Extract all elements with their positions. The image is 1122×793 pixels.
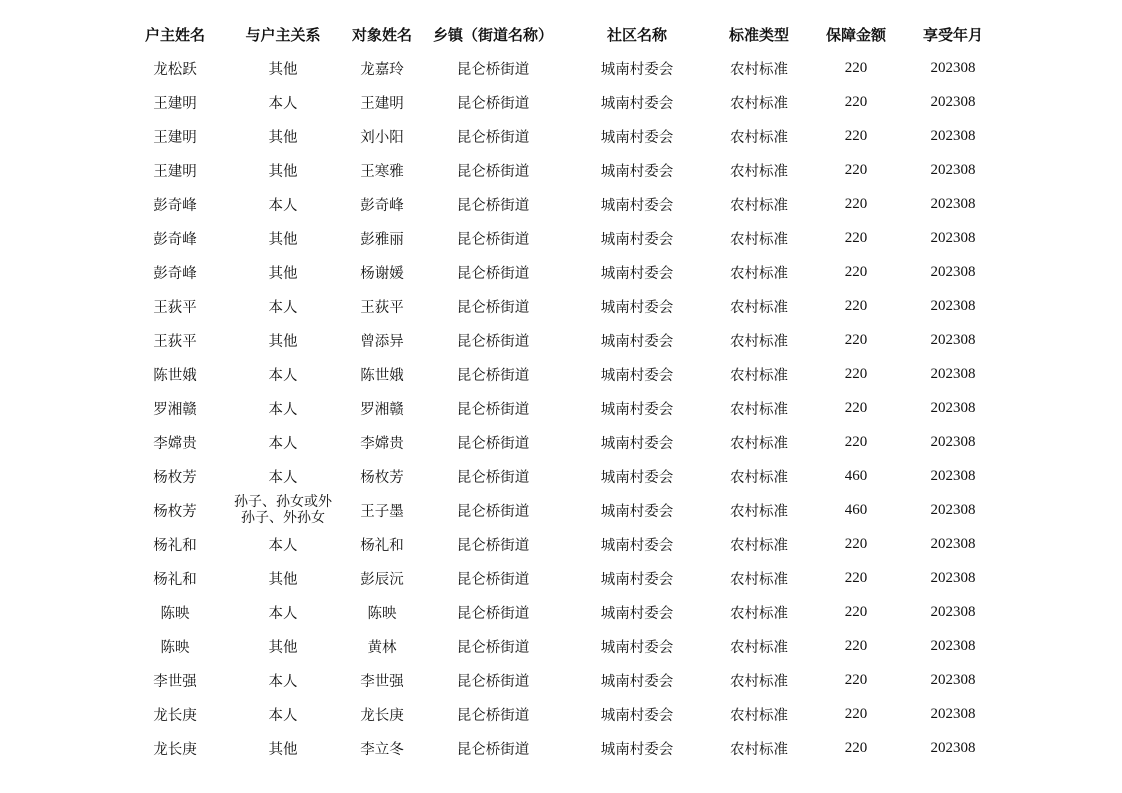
cell-community: 城南村委会 bbox=[600, 129, 674, 146]
cell-month: 202308 bbox=[930, 433, 976, 450]
cell-relationship: 本人 bbox=[268, 197, 298, 214]
cell-community: 城南村委会 bbox=[600, 231, 674, 248]
cell-standard-type: 农村标准 bbox=[730, 367, 788, 384]
cell-month: 202308 bbox=[930, 467, 976, 484]
header-community: 社区名称 bbox=[606, 25, 667, 44]
cell-householder-name: 李世强 bbox=[153, 673, 197, 690]
table-row bbox=[124, 731, 1000, 765]
cell-standard-type: 农村标准 bbox=[730, 537, 788, 554]
cell-relationship: 本人 bbox=[268, 605, 298, 622]
table-row bbox=[124, 561, 1000, 595]
cell-amount: 220 bbox=[844, 399, 868, 416]
cell-street: 昆仑桥街道 bbox=[456, 299, 530, 316]
cell-recipient-name: 曾添异 bbox=[360, 333, 404, 350]
cell-standard-type: 农村标准 bbox=[730, 401, 788, 418]
cell-month: 202308 bbox=[930, 365, 976, 382]
cell-street: 昆仑桥街道 bbox=[456, 639, 530, 656]
cell-amount: 220 bbox=[844, 739, 868, 756]
cell-community: 城南村委会 bbox=[600, 197, 674, 214]
cell-street: 昆仑桥街道 bbox=[456, 197, 530, 214]
cell-relationship: 其他 bbox=[268, 265, 298, 282]
cell-standard-type: 农村标准 bbox=[730, 333, 788, 350]
cell-recipient-name: 陈世娥 bbox=[360, 367, 404, 384]
cell-relationship: 本人 bbox=[268, 401, 298, 418]
table-row bbox=[124, 221, 1000, 255]
cell-amount: 220 bbox=[844, 93, 868, 110]
cell-community: 城南村委会 bbox=[600, 639, 674, 656]
cell-community: 城南村委会 bbox=[600, 571, 674, 588]
cell-standard-type: 农村标准 bbox=[730, 673, 788, 690]
table-row bbox=[124, 459, 1000, 493]
cell-standard-type: 农村标准 bbox=[730, 503, 788, 520]
cell-month: 202308 bbox=[930, 637, 976, 654]
cell-recipient-name: 彭辰沅 bbox=[360, 571, 404, 588]
cell-community: 城南村委会 bbox=[600, 605, 674, 622]
cell-householder-name: 陈世娥 bbox=[153, 367, 197, 384]
table-row bbox=[124, 153, 1000, 187]
cell-recipient-name: 李世强 bbox=[360, 673, 404, 690]
cell-street: 昆仑桥街道 bbox=[456, 537, 530, 554]
cell-month: 202308 bbox=[930, 127, 976, 144]
cell-householder-name: 杨枚芳 bbox=[153, 503, 197, 520]
cell-amount: 220 bbox=[844, 263, 868, 280]
cell-street: 昆仑桥街道 bbox=[456, 95, 530, 112]
cell-standard-type: 农村标准 bbox=[730, 299, 788, 316]
cell-street: 昆仑桥街道 bbox=[456, 265, 530, 282]
cell-street: 昆仑桥街道 bbox=[456, 707, 530, 724]
cell-amount: 460 bbox=[844, 467, 868, 484]
cell-householder-name: 陈映 bbox=[160, 605, 190, 622]
table-row bbox=[124, 629, 1000, 663]
cell-community: 城南村委会 bbox=[600, 435, 674, 452]
cell-standard-type: 农村标准 bbox=[730, 571, 788, 588]
cell-month: 202308 bbox=[930, 603, 976, 620]
cell-community: 城南村委会 bbox=[600, 707, 674, 724]
table-row bbox=[124, 425, 1000, 459]
cell-community: 城南村委会 bbox=[600, 503, 674, 520]
cell-month: 202308 bbox=[930, 263, 976, 280]
cell-householder-name: 龙长庚 bbox=[153, 741, 197, 758]
cell-relationship: 本人 bbox=[268, 435, 298, 452]
cell-relationship bbox=[226, 493, 340, 527]
cell-relationship: 本人 bbox=[268, 707, 298, 724]
cell-month: 202308 bbox=[930, 671, 976, 688]
cell-amount: 220 bbox=[844, 671, 868, 688]
cell-community: 城南村委会 bbox=[600, 333, 674, 350]
table-row bbox=[124, 663, 1000, 697]
cell-community: 城南村委会 bbox=[600, 163, 674, 180]
table-row bbox=[124, 527, 1000, 561]
cell-recipient-name: 彭奇峰 bbox=[360, 197, 404, 214]
cell-relationship: 其他 bbox=[268, 231, 298, 248]
cell-amount: 220 bbox=[844, 229, 868, 246]
cell-amount: 220 bbox=[844, 195, 868, 212]
cell-householder-name: 杨礼和 bbox=[153, 537, 197, 554]
table-body bbox=[124, 51, 1000, 765]
cell-month: 202308 bbox=[930, 331, 976, 348]
cell-relationship: 本人 bbox=[268, 367, 298, 384]
cell-month: 202308 bbox=[930, 195, 976, 212]
cell-standard-type: 农村标准 bbox=[730, 197, 788, 214]
cell-amount: 220 bbox=[844, 433, 868, 450]
cell-community: 城南村委会 bbox=[600, 741, 674, 758]
cell-relationship: 其他 bbox=[268, 333, 298, 350]
cell-month: 202308 bbox=[930, 501, 976, 518]
table-row bbox=[124, 255, 1000, 289]
cell-month: 202308 bbox=[930, 739, 976, 756]
cell-relationship: 本人 bbox=[268, 673, 298, 690]
cell-standard-type: 农村标准 bbox=[730, 741, 788, 758]
cell-recipient-name: 杨谢媛 bbox=[360, 265, 404, 282]
header-month: 享受年月 bbox=[922, 25, 983, 44]
cell-recipient-name: 龙长庚 bbox=[360, 707, 404, 724]
cell-relationship: 其他 bbox=[268, 571, 298, 588]
cell-month: 202308 bbox=[930, 399, 976, 416]
cell-recipient-name: 龙嘉玲 bbox=[360, 61, 404, 78]
cell-community: 城南村委会 bbox=[600, 299, 674, 316]
cell-recipient-name: 王子墨 bbox=[360, 503, 404, 520]
cell-relationship: 其他 bbox=[268, 741, 298, 758]
cell-relationship: 其他 bbox=[268, 61, 298, 78]
cell-householder-name: 龙松跃 bbox=[153, 61, 197, 78]
cell-recipient-name: 杨礼和 bbox=[360, 537, 404, 554]
table-row bbox=[124, 51, 1000, 85]
cell-householder-name: 王建明 bbox=[153, 129, 197, 146]
cell-recipient-name: 李嫦贵 bbox=[360, 435, 404, 452]
cell-street: 昆仑桥街道 bbox=[456, 367, 530, 384]
table-row bbox=[124, 697, 1000, 731]
cell-recipient-name: 王建明 bbox=[360, 95, 404, 112]
cell-month: 202308 bbox=[930, 93, 976, 110]
cell-community: 城南村委会 bbox=[600, 61, 674, 78]
cell-amount: 220 bbox=[844, 705, 868, 722]
cell-month: 202308 bbox=[930, 59, 976, 76]
cell-householder-name: 王建明 bbox=[153, 163, 197, 180]
cell-street: 昆仑桥街道 bbox=[456, 129, 530, 146]
cell-relationship: 其他 bbox=[268, 163, 298, 180]
cell-street: 昆仑桥街道 bbox=[456, 469, 530, 486]
cell-month: 202308 bbox=[930, 161, 976, 178]
cell-month: 202308 bbox=[930, 705, 976, 722]
header-amount: 保障金额 bbox=[825, 25, 886, 44]
cell-recipient-name: 陈映 bbox=[367, 605, 397, 622]
cell-householder-name: 龙长庚 bbox=[153, 707, 197, 724]
cell-recipient-name: 杨枚芳 bbox=[360, 469, 404, 486]
cell-relationship: 其他 bbox=[268, 129, 298, 146]
table-row bbox=[124, 357, 1000, 391]
cell-recipient-name: 彭雅丽 bbox=[360, 231, 404, 248]
assistance-table bbox=[124, 17, 1000, 765]
cell-community: 城南村委会 bbox=[600, 537, 674, 554]
cell-recipient-name: 刘小阳 bbox=[360, 129, 404, 146]
cell-householder-name: 王荻平 bbox=[153, 333, 197, 350]
cell-street: 昆仑桥街道 bbox=[456, 605, 530, 622]
cell-amount: 220 bbox=[844, 603, 868, 620]
cell-householder-name: 杨礼和 bbox=[153, 571, 197, 588]
cell-recipient-name: 黄林 bbox=[367, 639, 397, 656]
cell-standard-type: 农村标准 bbox=[730, 707, 788, 724]
table-row bbox=[124, 323, 1000, 357]
cell-street: 昆仑桥街道 bbox=[456, 231, 530, 248]
cell-relationship: 其他 bbox=[268, 639, 298, 656]
cell-street: 昆仑桥街道 bbox=[456, 503, 530, 520]
cell-standard-type: 农村标准 bbox=[730, 435, 788, 452]
cell-standard-type: 农村标准 bbox=[730, 265, 788, 282]
cell-standard-type: 农村标准 bbox=[730, 163, 788, 180]
cell-street: 昆仑桥街道 bbox=[456, 571, 530, 588]
cell-street: 昆仑桥街道 bbox=[456, 401, 530, 418]
cell-standard-type: 农村标准 bbox=[730, 95, 788, 112]
cell-amount: 220 bbox=[844, 297, 868, 314]
table-row bbox=[124, 187, 1000, 221]
cell-recipient-name: 罗湘赣 bbox=[360, 401, 404, 418]
cell-street: 昆仑桥街道 bbox=[456, 61, 530, 78]
cell-relationship: 本人 bbox=[268, 299, 298, 316]
cell-householder-name: 杨枚芳 bbox=[153, 469, 197, 486]
table-row bbox=[124, 119, 1000, 153]
cell-community: 城南村委会 bbox=[600, 401, 674, 418]
cell-standard-type: 农村标准 bbox=[730, 469, 788, 486]
cell-amount: 220 bbox=[844, 569, 868, 586]
cell-amount: 220 bbox=[844, 535, 868, 552]
cell-street: 昆仑桥街道 bbox=[456, 741, 530, 758]
cell-householder-name: 王建明 bbox=[153, 95, 197, 112]
table-row bbox=[124, 289, 1000, 323]
table-row bbox=[124, 391, 1000, 425]
cell-community: 城南村委会 bbox=[600, 367, 674, 384]
cell-month: 202308 bbox=[930, 229, 976, 246]
cell-street: 昆仑桥街道 bbox=[456, 435, 530, 452]
cell-street: 昆仑桥街道 bbox=[456, 673, 530, 690]
cell-month: 202308 bbox=[930, 569, 976, 586]
cell-householder-name: 李嫦贵 bbox=[153, 435, 197, 452]
cell-street: 昆仑桥街道 bbox=[456, 333, 530, 350]
cell-householder-name: 彭奇峰 bbox=[153, 197, 197, 214]
cell-text: 孙子、孙女或外孙子、外孙女 bbox=[234, 494, 332, 526]
cell-community: 城南村委会 bbox=[600, 469, 674, 486]
table-row bbox=[124, 595, 1000, 629]
cell-amount: 220 bbox=[844, 161, 868, 178]
cell-amount: 220 bbox=[844, 59, 868, 76]
header-householder-name: 户主姓名 bbox=[144, 25, 205, 44]
header-standard-type: 标准类型 bbox=[728, 25, 789, 44]
cell-relationship: 本人 bbox=[268, 537, 298, 554]
cell-householder-name: 罗湘赣 bbox=[153, 401, 197, 418]
table-row bbox=[124, 85, 1000, 119]
cell-standard-type: 农村标准 bbox=[730, 61, 788, 78]
cell-standard-type: 农村标准 bbox=[730, 231, 788, 248]
cell-street: 昆仑桥街道 bbox=[456, 163, 530, 180]
cell-amount: 220 bbox=[844, 127, 868, 144]
table-header-row bbox=[124, 17, 1000, 51]
cell-relationship: 本人 bbox=[268, 95, 298, 112]
cell-standard-type: 农村标准 bbox=[730, 605, 788, 622]
cell-recipient-name: 李立冬 bbox=[360, 741, 404, 758]
cell-month: 202308 bbox=[930, 297, 976, 314]
cell-householder-name: 彭奇峰 bbox=[153, 265, 197, 282]
cell-amount: 460 bbox=[844, 501, 868, 518]
cell-householder-name: 王荻平 bbox=[153, 299, 197, 316]
cell-community: 城南村委会 bbox=[600, 265, 674, 282]
header-relationship: 与户主关系 bbox=[245, 25, 321, 44]
header-street: 乡镇（街道名称） bbox=[432, 25, 553, 44]
cell-householder-name: 彭奇峰 bbox=[153, 231, 197, 248]
cell-month: 202308 bbox=[930, 535, 976, 552]
header-recipient-name: 对象姓名 bbox=[351, 25, 412, 44]
cell-amount: 220 bbox=[844, 637, 868, 654]
cell-amount: 220 bbox=[844, 365, 868, 382]
cell-recipient-name: 王荻平 bbox=[360, 299, 404, 316]
cell-householder-name: 陈映 bbox=[160, 639, 190, 656]
cell-recipient-name: 王寒雅 bbox=[360, 163, 404, 180]
table-row bbox=[124, 493, 1000, 527]
cell-community: 城南村委会 bbox=[600, 95, 674, 112]
cell-amount: 220 bbox=[844, 331, 868, 348]
cell-standard-type: 农村标准 bbox=[730, 639, 788, 656]
cell-standard-type: 农村标准 bbox=[730, 129, 788, 146]
cell-community: 城南村委会 bbox=[600, 673, 674, 690]
cell-relationship: 本人 bbox=[268, 469, 298, 486]
